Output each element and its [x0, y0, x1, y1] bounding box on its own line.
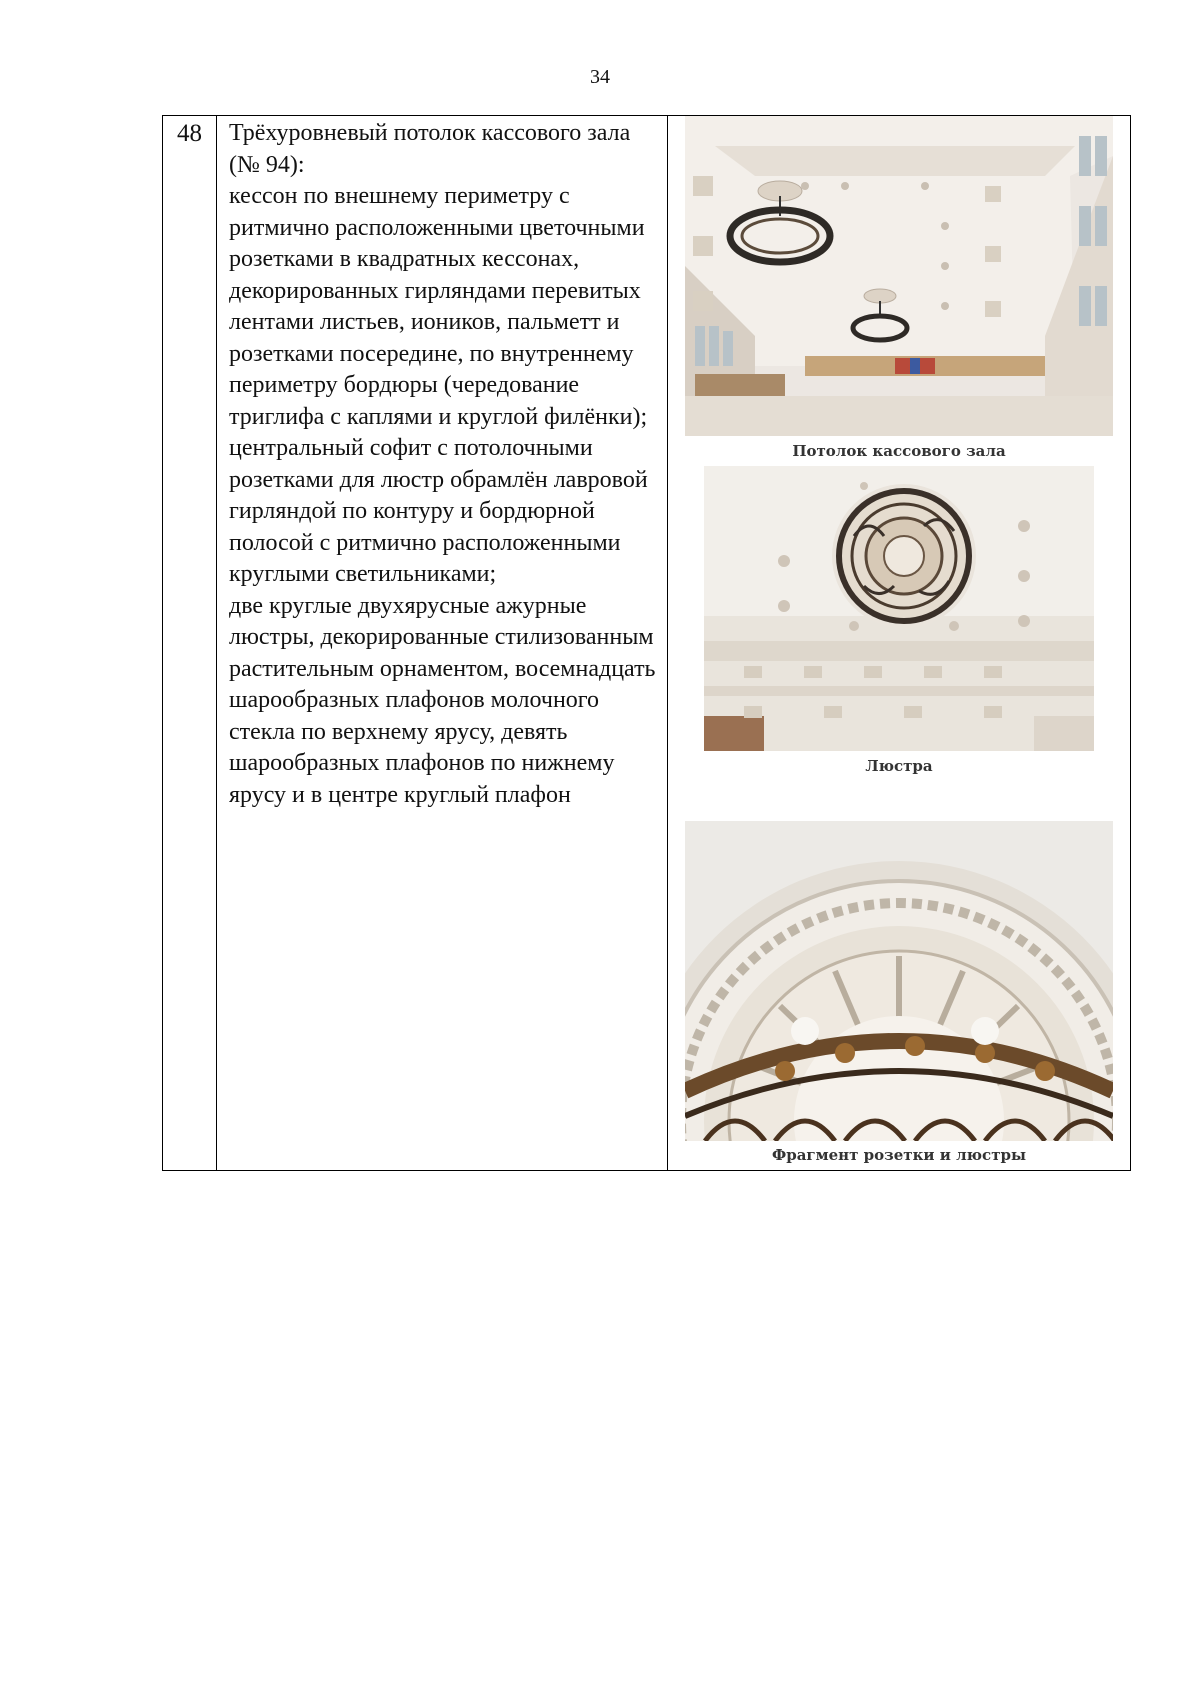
photo-caption: Фрагмент розетки и люстры [771, 1146, 1027, 1164]
chandelier-photo [704, 466, 1094, 751]
row-description [217, 116, 668, 1171]
description-line: центральный софит с потолочными [229, 435, 593, 461]
photo-caption: Потолок кассового зала [792, 442, 1006, 460]
ceiling-photo [685, 116, 1113, 436]
description-line: две круглые двухярусные ажурные [229, 592, 587, 619]
description-line: кессон по внешнему периметру с ритмично расположенными цветочными розетками в квадратных кессонах, декорированных гирляндами перевитых лентами листьев, иоников, пальметт и розетками посередине, по внутреннему периметру бордюры (чередование триглифа с каплями и круглой филёнки); [229, 183, 648, 430]
rosette-photo [685, 821, 1113, 1141]
description-line: розетками для люстр обрамлён лавровой гирляндой по контуру и бордюрной полосой с ритмично расположенными круглыми светильниками; [229, 466, 648, 587]
photos-cell [668, 116, 1131, 1171]
row-number: 48 [163, 116, 217, 1171]
description-line: люстры, декорированные стилизованным растительным орнаментом, восемнадцать шарообразных плафонов молочного стекла по верхнему ярусу, девять шарообразных плафонов по нижнему ярусу и в центре круглый плафон [229, 624, 656, 808]
page-number: 34 [590, 66, 610, 88]
description-line: Трёхуровневый потолок кассового зала (№ 94): [229, 120, 631, 178]
monument-table [162, 115, 1131, 1171]
table-row [163, 116, 1131, 1171]
photo-caption: Люстра [865, 757, 933, 775]
